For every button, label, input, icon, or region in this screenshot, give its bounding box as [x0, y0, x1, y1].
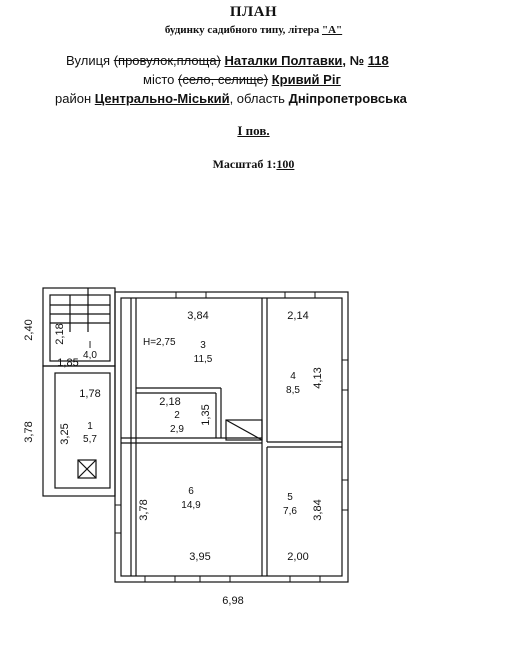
- svg-text:2,9: 2,9: [170, 424, 184, 435]
- number-value: 118: [367, 53, 389, 68]
- svg-text:5,7: 5,7: [83, 434, 97, 445]
- dim-porch-left: 2,40: [23, 319, 35, 341]
- svg-text:8,5: 8,5: [286, 385, 300, 396]
- subtitle-letter: "А": [321, 24, 343, 36]
- dim-total-width: 6,98: [222, 595, 244, 607]
- ceiling-height: Н=2,75: [143, 337, 176, 348]
- svg-text:2: 2: [174, 410, 180, 421]
- region-sep: , область: [229, 91, 285, 106]
- city-label: місто: [143, 72, 175, 87]
- district-label: район: [55, 91, 92, 106]
- svg-text:6: 6: [188, 486, 194, 497]
- number-label: , №: [342, 53, 365, 68]
- room-2: [170, 410, 184, 435]
- street-label: Вулиця: [66, 53, 111, 68]
- dim-room4-top: 2,14: [287, 310, 309, 322]
- dim-room3-top: 3,84: [187, 310, 209, 322]
- city-struck: (село, селище): [178, 72, 269, 87]
- svg-text:4: 4: [290, 371, 296, 382]
- svg-text:3: 3: [200, 340, 206, 351]
- dim-room4-right: 4,13: [312, 367, 324, 389]
- dim-room6-bottom: 3,95: [189, 551, 211, 563]
- room-5: [283, 492, 297, 517]
- svg-text:7,6: 7,6: [283, 506, 297, 517]
- svg-text:І: І: [88, 340, 92, 351]
- room-I: [83, 340, 97, 361]
- svg-text:4,0: 4,0: [83, 350, 97, 361]
- room-6: [181, 486, 201, 511]
- subtitle-prefix: будинку садибного типу, літера: [164, 24, 320, 36]
- floor-label: І пов.: [237, 123, 270, 138]
- dim-room2-top: 2,18: [159, 396, 181, 408]
- room-4: [286, 371, 300, 396]
- dim-left-outer: 3,78: [23, 421, 35, 443]
- svg-text:1: 1: [87, 421, 93, 432]
- dim-room5-bottom: 2,00: [287, 551, 309, 563]
- outer-wall: [115, 292, 348, 582]
- city-value: Кривий Ріг: [271, 72, 341, 87]
- dim-porch-inner: 2,18: [54, 323, 66, 345]
- scale-value: 100: [276, 157, 295, 171]
- svg-text:5: 5: [287, 492, 293, 503]
- district-value: Центрально-Міський: [94, 91, 230, 106]
- dim-room1-left: 3,25: [59, 423, 71, 445]
- room-3: [194, 340, 213, 365]
- room-1: [83, 421, 97, 445]
- dim-room5-right: 3,84: [312, 499, 324, 521]
- dim-room2-right: 1,35: [200, 404, 212, 426]
- street-struck: (провулок,площа): [113, 53, 221, 68]
- street-value: Наталки Полтавки: [224, 53, 343, 68]
- region-value: Дніпропетровська: [288, 91, 407, 106]
- dim-room6-left: 3,78: [138, 499, 150, 521]
- dim-porch-bottom: 1,85: [57, 357, 79, 369]
- dim-room1-top: 1,78: [79, 388, 101, 400]
- svg-text:14,9: 14,9: [181, 500, 201, 511]
- scale-label: Масштаб 1:: [212, 157, 277, 171]
- page-title: ПЛАН: [229, 4, 278, 20]
- svg-text:11,5: 11,5: [193, 354, 213, 365]
